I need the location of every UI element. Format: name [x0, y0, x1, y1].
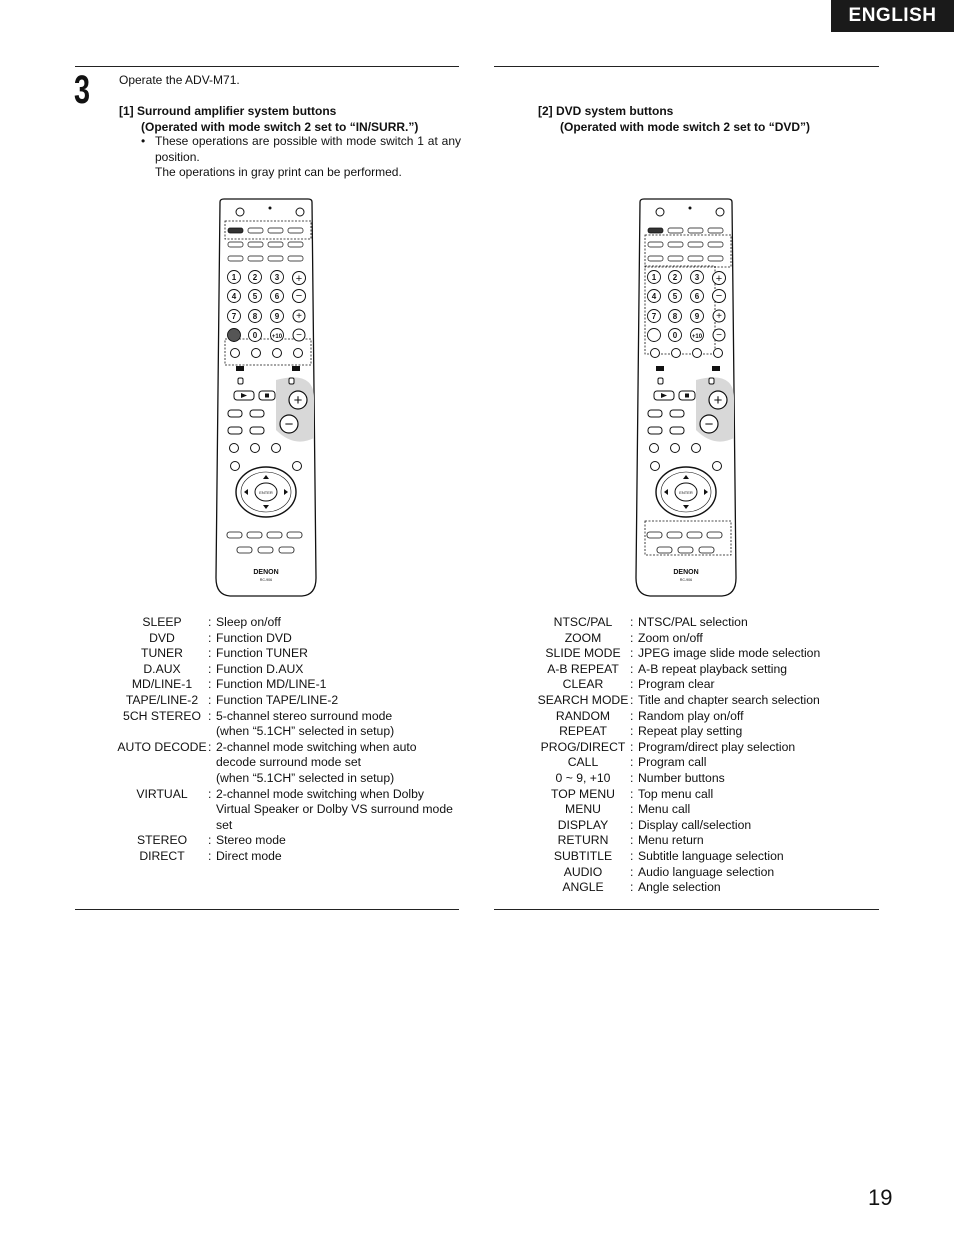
left-item-value: 2-channel mode switching when auto: [216, 739, 417, 754]
left-item-key: SLEEP: [142, 615, 182, 629]
right-item-value: Menu call: [638, 802, 691, 817]
left-item-colon: [208, 755, 216, 771]
number-label: 8: [672, 312, 678, 321]
bottom-rule-left: [75, 909, 459, 910]
left-item-row: [116, 771, 466, 787]
number-button: [228, 329, 241, 342]
right-item-row: [536, 740, 868, 756]
left-item-colon: [208, 818, 216, 834]
right-button-list: [536, 615, 868, 896]
right-item-colon: :: [630, 848, 634, 863]
dvd-button: [279, 547, 294, 553]
remote-control-left: [214, 198, 318, 598]
number-label: 3: [274, 273, 280, 282]
slide-switch-2: [709, 378, 714, 384]
stop-icon: [685, 394, 689, 398]
right-item-key: AUDIO: [563, 864, 603, 879]
left-item-row: [116, 818, 466, 834]
function-button: [248, 228, 263, 233]
right-item-value: Program call: [638, 755, 707, 770]
round-button: [231, 349, 240, 358]
left-item-key: [116, 755, 208, 771]
function-button: [668, 256, 683, 261]
top-rule-left: [75, 66, 459, 67]
round-button: [230, 444, 239, 453]
number-label: 1: [651, 273, 657, 282]
led-indicator: [269, 207, 272, 210]
right-item-colon: :: [630, 802, 634, 817]
number-label: 4: [651, 292, 657, 301]
right-item-key: SUBTITLE: [553, 848, 613, 863]
enter-label: ENTER: [259, 490, 273, 495]
number-label: 7: [231, 312, 237, 321]
left-heading-line2: (Operated with mode switch 2 set to “IN/SURR.”): [141, 120, 419, 134]
left-item-row: [116, 677, 466, 693]
model-label: RC-906: [679, 578, 693, 582]
left-item-key: [116, 724, 208, 740]
mode-switch-1: [236, 366, 244, 371]
right-item-row: [536, 771, 868, 787]
function-button: [228, 256, 243, 261]
number-button: [648, 329, 661, 342]
forward-button: [250, 427, 264, 434]
left-item-colon: :: [208, 708, 212, 723]
skip-back-button: [228, 410, 242, 417]
function-button: [688, 228, 703, 233]
right-item-row: [536, 787, 868, 803]
stop-icon: [265, 394, 269, 398]
tone-button: [713, 462, 722, 471]
number-label: 3: [694, 273, 700, 282]
right-item-key: ANGLE: [562, 880, 604, 895]
left-note: [141, 134, 461, 181]
power-off-button: [236, 208, 244, 216]
right-item-key: RETURN: [557, 833, 609, 848]
right-heading-line2: (Operated with mode switch 2 set to “DVD”): [560, 120, 811, 134]
enter-label: ENTER: [679, 490, 693, 495]
right-item-value: JPEG image slide mode selection: [638, 646, 821, 661]
plus-sign: +: [716, 311, 722, 322]
round-button: [692, 444, 701, 453]
plus-sign: +: [295, 273, 303, 285]
right-item-colon: :: [630, 817, 634, 832]
skip-forward-button: [670, 410, 684, 417]
number-label: 2: [672, 273, 678, 282]
right-item-row: [536, 724, 868, 740]
dvd-button: [699, 547, 714, 553]
right-item-key: A-B REPEAT: [547, 661, 619, 676]
right-item-row: [536, 677, 868, 693]
right-item-colon: :: [630, 786, 634, 801]
right-item-key: CLEAR: [562, 677, 604, 692]
left-item-value: Function DVD: [216, 630, 292, 645]
right-item-key: ZOOM: [564, 630, 602, 645]
left-item-row: [116, 662, 466, 678]
left-item-key: AUTO DECODE: [117, 739, 207, 754]
right-item-colon: :: [630, 755, 634, 770]
mode-switch-2: [712, 366, 720, 371]
left-item-colon: :: [208, 786, 212, 801]
left-item-colon: :: [208, 848, 212, 863]
tone-button: [293, 462, 302, 471]
right-item-key: MENU: [565, 802, 601, 817]
right-item-value: Audio language selection: [638, 864, 775, 879]
power-on-button: [296, 208, 304, 216]
round-button: [671, 444, 680, 453]
left-item-row: [116, 646, 466, 662]
number-label: 4: [231, 292, 237, 301]
right-item-row: [536, 693, 868, 709]
left-item-key: MD/LINE-1: [131, 677, 193, 692]
function-button: [248, 242, 263, 247]
function-button: [648, 256, 663, 261]
function-button: [668, 242, 683, 247]
right-item-row: [536, 709, 868, 725]
left-item-colon: :: [208, 646, 212, 661]
right-item-row: [536, 662, 868, 678]
left-item-row: [116, 787, 466, 803]
right-item-value: Random play on/off: [638, 708, 744, 723]
rewind-button: [228, 427, 242, 434]
right-heading-line1: [2] DVD system buttons: [538, 104, 674, 118]
right-item-key: 0 ~ 9, +10: [555, 770, 611, 785]
function-button: [648, 228, 663, 233]
function-button: [228, 228, 243, 233]
left-item-value: Stereo mode: [216, 833, 286, 848]
right-item-row: [536, 880, 868, 896]
number-label: 8: [252, 312, 258, 321]
number-label: 1: [231, 273, 237, 282]
right-item-value: A-B repeat playback setting: [638, 661, 788, 676]
left-heading: [119, 103, 418, 135]
function-button: [268, 242, 283, 247]
left-item-value: Function TAPE/LINE-2: [216, 692, 339, 707]
right-item-row: [536, 615, 868, 631]
left-item-key: DIRECT: [139, 848, 185, 863]
led-indicator: [689, 207, 692, 210]
left-item-key: VIRTUAL: [136, 786, 188, 801]
remote-control-right: [634, 198, 738, 598]
right-item-colon: :: [630, 661, 634, 676]
right-item-value: Number buttons: [638, 770, 725, 785]
brand-logo: DENON: [253, 569, 279, 576]
right-item-value: Repeat play setting: [638, 724, 743, 739]
number-label: 0: [672, 331, 678, 340]
right-item-colon: :: [630, 692, 634, 707]
round-button: [273, 349, 282, 358]
dvd-button: [678, 547, 693, 553]
right-item-row: [536, 865, 868, 881]
page-number: 19: [868, 1185, 893, 1210]
plus-sign: +: [713, 392, 723, 409]
right-heading: [538, 103, 810, 135]
round-button: [294, 349, 303, 358]
slide-switch-1: [238, 378, 243, 384]
setup-button: [651, 462, 660, 471]
plus-sign: +: [296, 311, 302, 322]
minus-sign: −: [715, 290, 723, 302]
round-button: [252, 349, 261, 358]
left-item-row: [116, 724, 466, 740]
dvd-button: [687, 532, 702, 538]
step-number: 3: [74, 68, 91, 112]
dvd-button: [707, 532, 722, 538]
dvd-button: [258, 547, 273, 553]
right-item-value: Title and chapter search selection: [638, 692, 820, 707]
function-button: [248, 256, 263, 261]
number-label: 9: [274, 312, 280, 321]
number-label: +10: [691, 334, 703, 340]
round-button: [651, 349, 660, 358]
note-line1: These operations are possible with mode switch 1 at any position.: [155, 134, 461, 164]
right-item-key: RANDOM: [555, 708, 611, 723]
rewind-button: [648, 427, 662, 434]
left-item-colon: :: [208, 833, 212, 848]
right-item-key: DISPLAY: [557, 817, 609, 832]
left-item-key: [116, 771, 208, 787]
left-item-value: Function D.AUX: [216, 661, 304, 676]
slide-switch-1: [658, 378, 663, 384]
right-item-value: Menu return: [638, 833, 704, 848]
slide-switch-2: [289, 378, 294, 384]
dvd-button: [227, 532, 242, 538]
right-item-value: Display call/selection: [638, 817, 752, 832]
brand-logo: DENON: [673, 569, 699, 576]
right-item-row: [536, 755, 868, 771]
function-button: [268, 256, 283, 261]
minus-sign: −: [296, 330, 302, 341]
number-label: +10: [271, 334, 283, 340]
left-item-row: [116, 740, 466, 756]
right-item-key: PROG/DIRECT: [540, 739, 626, 754]
function-button: [688, 256, 703, 261]
left-item-row: [116, 833, 466, 849]
dvd-button: [667, 532, 682, 538]
right-item-colon: :: [630, 880, 634, 895]
left-item-key: [116, 818, 208, 834]
right-item-row: [536, 849, 868, 865]
left-item-value: Virtual Speaker or Dolby VS surround mode: [216, 802, 453, 817]
language-tab: ENGLISH: [831, 0, 954, 32]
function-button: [688, 242, 703, 247]
right-item-key: REPEAT: [559, 724, 607, 739]
intro-text: Operate the ADV-M71.: [119, 73, 240, 87]
dvd-button: [287, 532, 302, 538]
right-item-value: Top menu call: [638, 786, 714, 801]
number-label: 0: [252, 331, 258, 340]
left-item-value: Sleep on/off: [216, 615, 281, 629]
round-button: [714, 349, 723, 358]
plus-sign: +: [715, 273, 723, 285]
model-label: RC-906: [259, 578, 273, 582]
round-button: [672, 349, 681, 358]
left-item-key: DVD: [149, 630, 175, 645]
skip-back-button: [648, 410, 662, 417]
dvd-button: [647, 532, 662, 538]
left-heading-line1: [1] Surround amplifier system buttons: [119, 104, 337, 118]
right-item-key: NTSC/PAL: [553, 615, 613, 629]
function-button: [708, 256, 723, 261]
right-item-colon: :: [630, 739, 634, 754]
left-item-value: set: [216, 817, 233, 832]
round-button: [251, 444, 260, 453]
left-item-colon: [208, 802, 216, 818]
right-item-row: [536, 646, 868, 662]
function-button: [708, 228, 723, 233]
power-off-button: [656, 208, 664, 216]
left-item-value: decode surround mode set: [216, 755, 361, 770]
right-item-row: [536, 802, 868, 818]
right-item-colon: :: [630, 646, 634, 661]
remote-volume-panel: [276, 377, 314, 441]
round-button: [693, 349, 702, 358]
left-item-row: [116, 631, 466, 647]
left-item-colon: :: [208, 677, 212, 692]
dvd-button: [657, 547, 672, 553]
top-rule-right: [494, 66, 879, 67]
minus-sign: −: [704, 416, 714, 433]
right-item-colon: :: [630, 724, 634, 739]
right-item-row: [536, 818, 868, 834]
minus-sign: −: [716, 330, 722, 341]
right-item-colon: :: [630, 833, 634, 848]
right-item-key: CALL: [567, 755, 599, 770]
round-button: [272, 444, 281, 453]
round-button: [650, 444, 659, 453]
left-item-value: Direct mode: [216, 848, 282, 863]
left-item-value: (when “5.1CH” selected in setup): [216, 724, 395, 739]
right-item-value: NTSC/PAL selection: [638, 615, 748, 629]
left-button-list: [116, 615, 466, 865]
left-item-row: [116, 802, 466, 818]
plus-sign: +: [293, 392, 303, 409]
left-item-value: 5-channel stereo surround mode: [216, 708, 393, 723]
right-item-value: Subtitle language selection: [638, 848, 784, 863]
number-label: 7: [651, 312, 657, 321]
right-item-colon: :: [630, 630, 634, 645]
left-item-row: [116, 693, 466, 709]
left-item-colon: [208, 771, 216, 787]
right-item-colon: :: [630, 708, 634, 723]
left-item-key: [116, 802, 208, 818]
note-bullet: •: [141, 134, 146, 148]
left-item-colon: :: [208, 630, 212, 645]
left-item-value: Function TUNER: [216, 646, 308, 661]
function-button: [708, 242, 723, 247]
skip-forward-button: [250, 410, 264, 417]
right-item-value: Angle selection: [638, 880, 721, 895]
remote-volume-panel: [696, 377, 734, 441]
left-item-colon: :: [208, 615, 212, 629]
mode-switch-1: [656, 366, 664, 371]
function-button: [288, 256, 303, 261]
right-item-colon: :: [630, 864, 634, 879]
left-item-colon: [208, 724, 216, 740]
power-on-button: [716, 208, 724, 216]
dvd-button: [267, 532, 282, 538]
left-item-key: TAPE/LINE-2: [125, 692, 199, 707]
forward-button: [670, 427, 684, 434]
function-button: [668, 228, 683, 233]
minus-sign: −: [284, 416, 294, 433]
right-item-colon: :: [630, 615, 634, 629]
left-item-row: [116, 849, 466, 865]
left-item-value: 2-channel mode switching when Dolby: [216, 786, 424, 801]
right-item-row: [536, 833, 868, 849]
function-button: [288, 242, 303, 247]
right-item-key: SEARCH MODE: [537, 692, 629, 707]
right-item-key: SLIDE MODE: [545, 646, 621, 661]
left-item-colon: :: [208, 692, 212, 707]
left-item-row: [116, 615, 466, 631]
function-button: [228, 242, 243, 247]
number-label: 5: [672, 292, 678, 301]
dvd-button: [247, 532, 262, 538]
left-item-key: STEREO: [136, 833, 188, 848]
right-item-value: Program/direct play selection: [638, 739, 796, 754]
number-label: 6: [274, 292, 280, 301]
left-item-colon: :: [208, 661, 212, 676]
left-item-colon: :: [208, 739, 212, 754]
right-item-key: TOP MENU: [551, 786, 615, 801]
right-item-colon: :: [630, 770, 634, 785]
right-item-row: [536, 631, 868, 647]
minus-sign: −: [295, 290, 303, 302]
setup-button: [231, 462, 240, 471]
number-label: 2: [252, 273, 258, 282]
note-line2: The operations in gray print can be performed.: [155, 165, 402, 179]
left-item-row: [116, 709, 466, 725]
dvd-button: [237, 547, 252, 553]
left-item-key: 5CH STEREO: [123, 708, 201, 723]
bottom-rule-right: [494, 909, 879, 910]
function-button: [268, 228, 283, 233]
function-button: [648, 242, 663, 247]
left-item-value: Function MD/LINE-1: [216, 677, 327, 692]
number-label: 6: [694, 292, 700, 301]
number-label: 5: [252, 292, 258, 301]
left-item-row: [116, 755, 466, 771]
right-item-value: Program clear: [638, 677, 715, 692]
mode-switch-2: [292, 366, 300, 371]
function-button: [288, 228, 303, 233]
left-item-key: D.AUX: [143, 661, 181, 676]
right-item-colon: :: [630, 677, 634, 692]
right-item-value: Zoom on/off: [638, 630, 703, 645]
left-item-value: (when “5.1CH” selected in setup): [216, 770, 395, 785]
left-item-key: TUNER: [141, 646, 183, 661]
number-label: 9: [694, 312, 700, 321]
